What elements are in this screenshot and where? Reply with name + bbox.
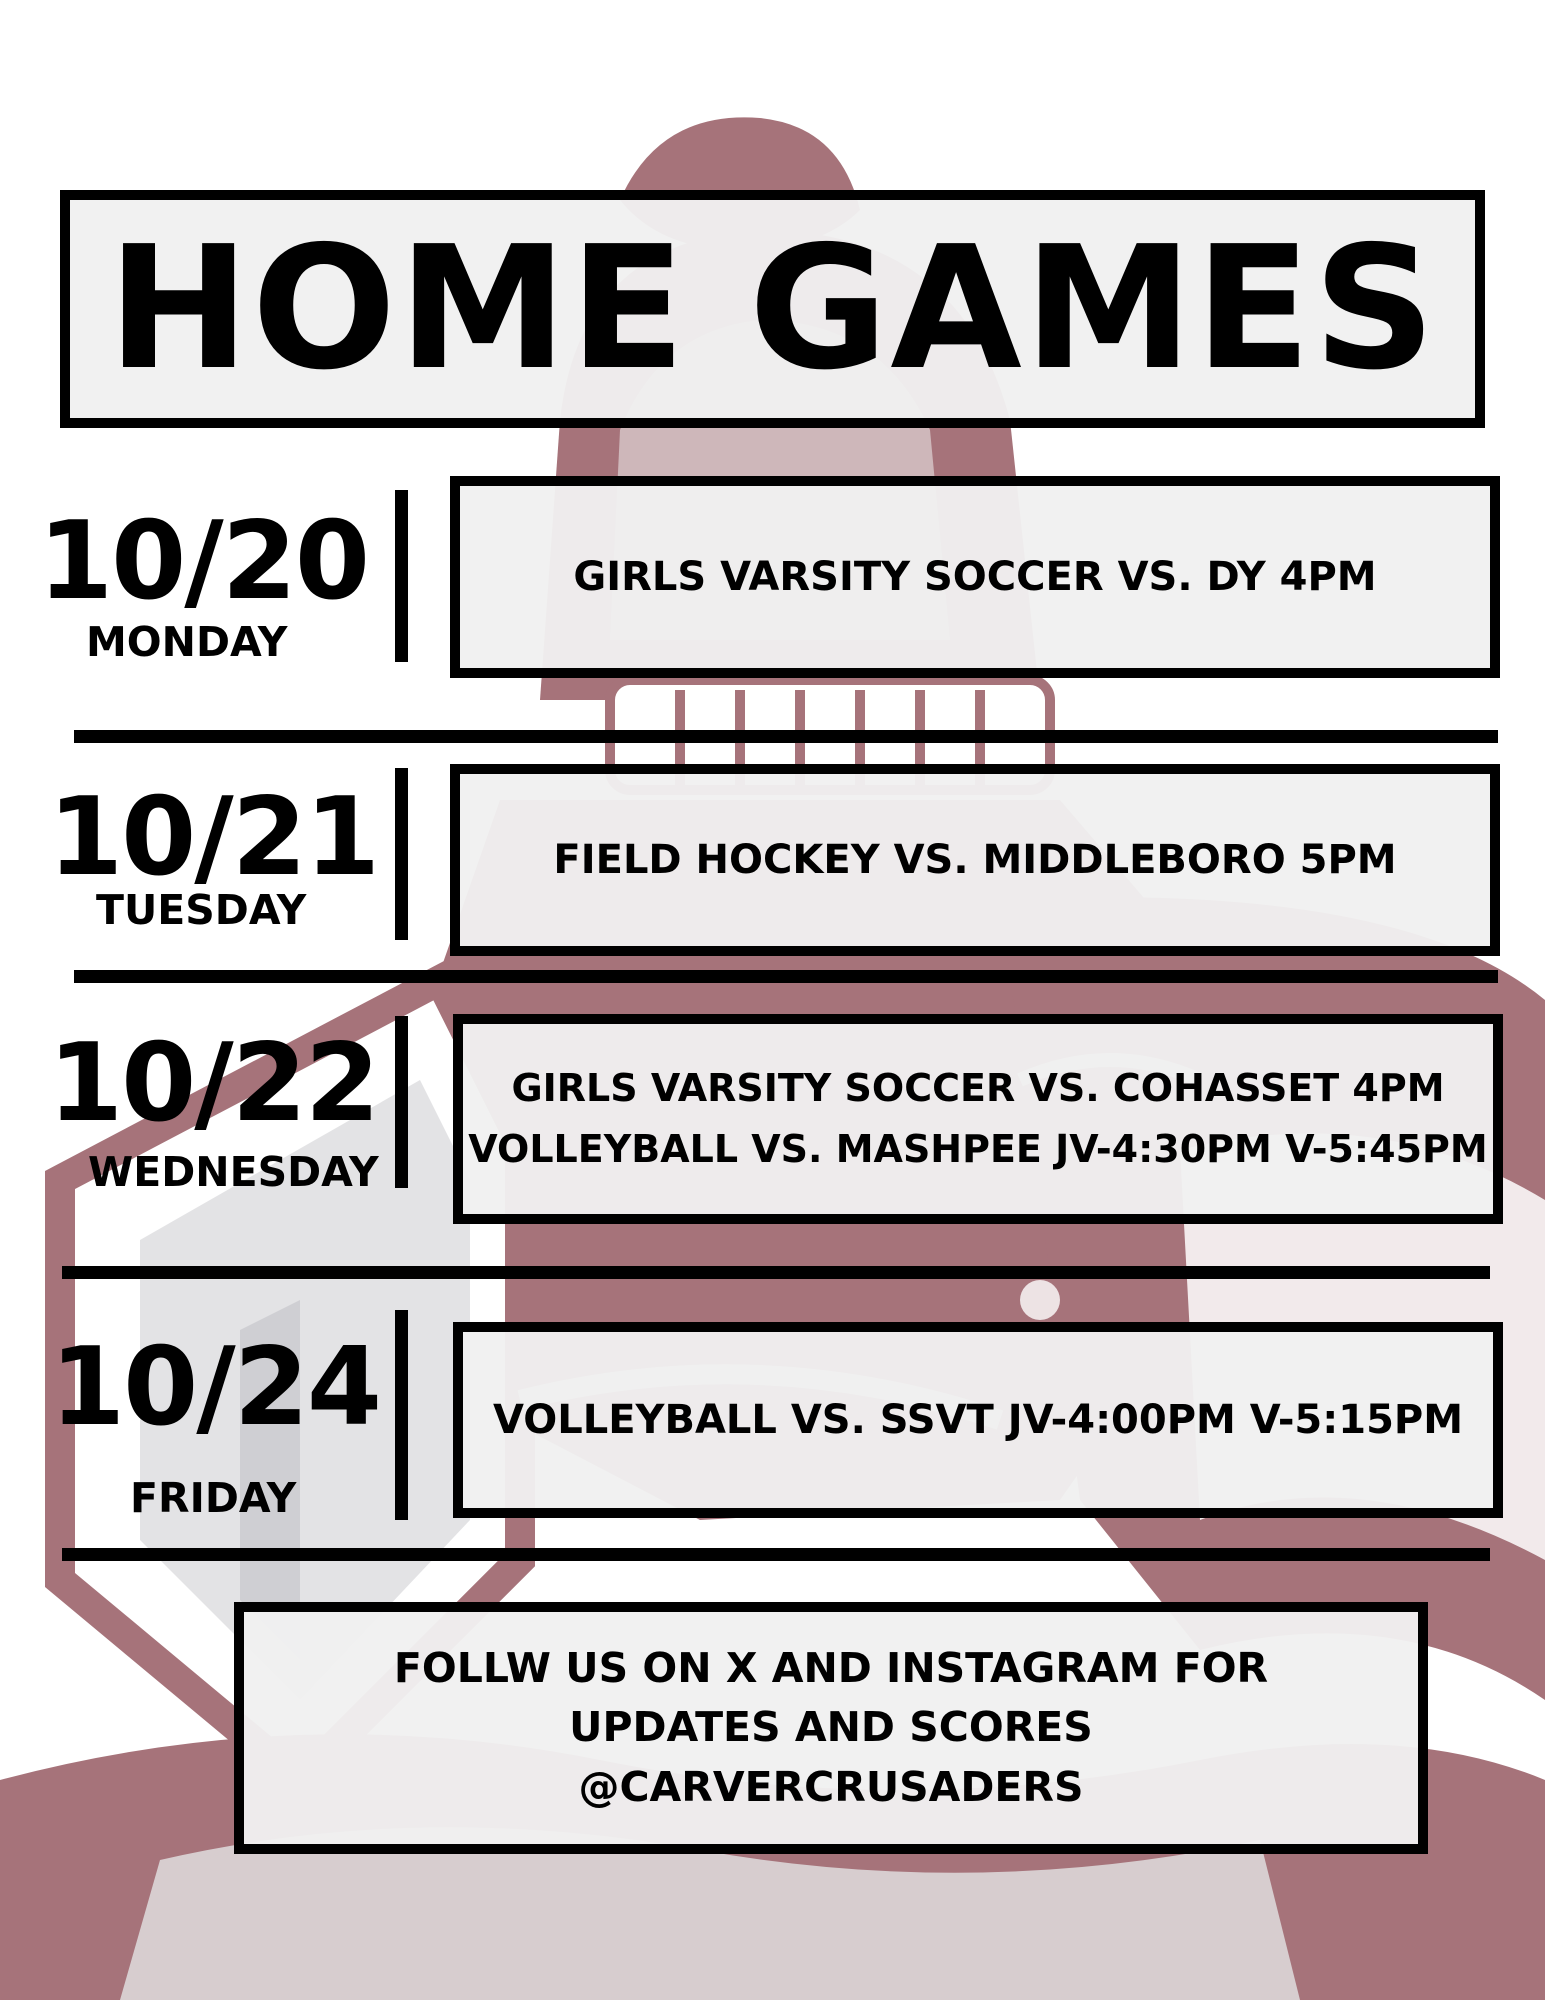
date-divider bbox=[395, 490, 408, 662]
game-box-10-24 bbox=[453, 1322, 1503, 1518]
date-divider bbox=[395, 1310, 408, 1520]
game-text: GIRLS VARSITY SOCCER VS. COHASSET 4PM bbox=[511, 1066, 1445, 1111]
game-text: GIRLS VARSITY SOCCER VS. DY 4PM bbox=[573, 554, 1377, 600]
social-handle: @CARVERCRUSADERS bbox=[578, 1762, 1084, 1811]
day-wednesday: WEDNESDAY bbox=[88, 1148, 379, 1196]
date-10-21: 10/21 bbox=[48, 775, 379, 900]
row-divider bbox=[62, 1266, 1490, 1279]
row-divider bbox=[74, 970, 1498, 983]
day-friday: FRIDAY bbox=[130, 1474, 297, 1522]
game-text: VOLLEYBALL VS. SSVT JV-4:00PM V-5:15PM bbox=[492, 1397, 1464, 1443]
date-10-22: 10/22 bbox=[48, 1021, 379, 1146]
footer-line-2: UPDATES AND SCORES bbox=[569, 1703, 1093, 1752]
game-box-10-22 bbox=[453, 1014, 1503, 1224]
footer-line-1: FOLLW US ON X AND INSTAGRAM FOR bbox=[393, 1643, 1269, 1692]
page-title: HOME GAMES bbox=[107, 210, 1438, 408]
date-10-20: 10/20 bbox=[38, 499, 369, 624]
title-banner bbox=[60, 190, 1485, 428]
date-divider bbox=[395, 768, 408, 940]
game-box-10-20 bbox=[450, 476, 1500, 678]
game-text: FIELD HOCKEY VS. MIDDLEBORO 5PM bbox=[553, 837, 1397, 883]
date-10-24: 10/24 bbox=[50, 1325, 381, 1450]
game-text: VOLLEYBALL VS. MASHPEE JV-4:30PM V-5:45PM bbox=[468, 1127, 1488, 1171]
date-divider bbox=[395, 1016, 408, 1188]
day-monday: MONDAY bbox=[86, 618, 288, 666]
social-footer bbox=[234, 1602, 1428, 1854]
row-divider bbox=[74, 730, 1498, 743]
day-tuesday: TUESDAY bbox=[96, 886, 307, 934]
game-box-10-21 bbox=[450, 764, 1500, 956]
row-divider bbox=[62, 1548, 1490, 1561]
